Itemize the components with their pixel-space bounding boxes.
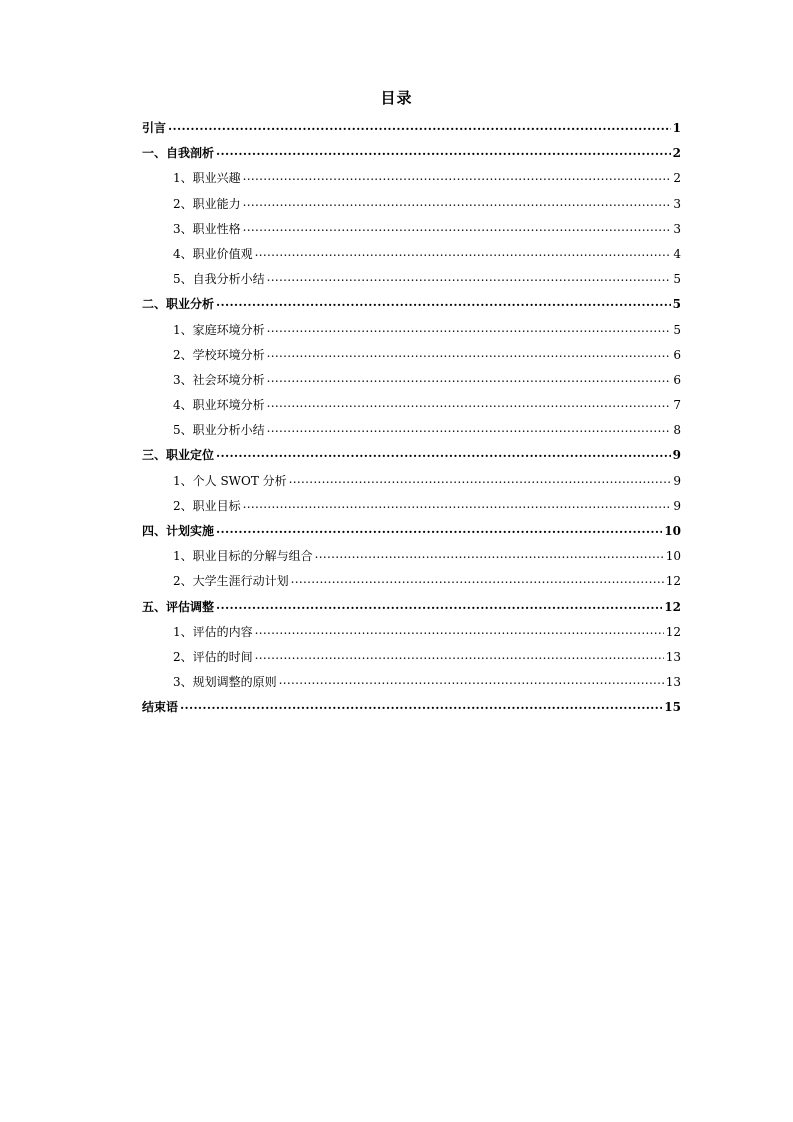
toc-page-number: 9 [673,473,681,488]
toc-page-number: 5 [672,297,681,312]
toc-entry-label: 4、职业价值观 [173,246,253,261]
toc-dot-leader [291,573,664,585]
toc-section-entry[interactable] [142,445,681,470]
toc-page-number: 12 [665,574,681,589]
toc-entry-label: 1、职业兴趣 [173,171,241,186]
toc-page-number: 4 [673,246,681,261]
toc-section-entry[interactable] [142,521,681,546]
toc-subsection-entry[interactable] [142,672,681,697]
toc-subsection-entry[interactable] [142,370,681,395]
toc-entry-label: 3、社会环境分析 [173,372,265,387]
toc-page-number: 9 [672,448,681,463]
toc-page-number: 1 [672,121,681,135]
toc-entry-label: 2、职业能力 [173,196,241,211]
toc-dot-leader [267,322,672,334]
toc-dot-leader [243,196,672,208]
toc-page-number: 12 [665,624,681,639]
toc-entry-label: 5、职业分析小结 [173,423,265,438]
toc-dot-leader [267,397,672,409]
toc-page-number: 6 [673,347,681,362]
toc-section-entry[interactable] [142,597,681,622]
toc-entry-label: 1、职业目标的分解与组合 [173,549,313,564]
toc-entry-label: 5、自我分析小结 [173,272,265,287]
toc-dot-leader [267,372,672,384]
toc-subsection-entry[interactable] [142,168,681,193]
toc-dot-leader [255,246,672,258]
toc-dot-leader [168,120,671,132]
toc-dot-leader [267,422,672,434]
toc-subsection-entry[interactable] [142,194,681,219]
toc-page-number: 8 [673,423,681,438]
toc-dot-leader [255,624,664,636]
toc-page-number: 5 [673,272,681,287]
toc-entry-label: 2、大学生涯行动计划 [173,574,289,589]
toc-subsection-entry[interactable] [142,622,681,647]
toc-dot-leader [243,170,672,182]
toc-subsection-entry[interactable] [142,244,681,269]
toc-page-number: 12 [664,599,681,614]
toc-subsection-entry[interactable] [142,269,681,294]
toc-subsection-entry[interactable] [142,420,681,445]
toc-section-entry[interactable] [142,294,681,319]
toc-title: 目录 [380,89,413,107]
toc-entry-label: 三、职业定位 [142,448,215,463]
toc-dot-leader [315,548,664,560]
toc-section-entry[interactable] [142,118,681,143]
toc-subsection-entry[interactable] [142,571,681,596]
toc-entry-label: 3、职业性格 [173,221,241,236]
toc-dot-leader [255,649,664,661]
toc-subsection-entry[interactable] [142,496,681,521]
toc-dot-leader [267,271,672,283]
toc-entry-label: 2、学校环境分析 [173,347,265,362]
toc-entry-label: 引言 [142,121,167,135]
toc-page-number: 3 [673,196,681,211]
toc-dot-leader [216,447,671,459]
toc-dot-leader [289,473,672,485]
toc-page-number: 7 [673,398,681,413]
toc-page-number: 10 [665,549,681,564]
toc-subsection-entry[interactable] [142,471,681,496]
toc-entry-label: 结束语 [142,700,179,715]
toc-page-number: 2 [672,146,681,161]
toc-page-number: 10 [664,524,681,538]
toc-dot-leader [267,347,672,359]
toc-entry-label: 二、职业分析 [142,297,215,312]
toc-subsection-entry[interactable] [142,219,681,244]
toc-dot-leader [216,599,662,611]
toc-page-number: 6 [673,372,681,387]
toc-subsection-entry[interactable] [142,395,681,420]
toc-subsection-entry[interactable] [142,546,681,571]
toc-entry-label: 五、评估调整 [142,599,215,614]
toc-subsection-entry[interactable] [142,320,681,345]
toc-entry-label: 2、评估的时间 [173,649,253,664]
toc-page-number: 5 [673,322,681,337]
toc-entry-label: 4、职业环境分析 [173,398,265,413]
toc-entry-label: 1、家庭环境分析 [173,322,265,337]
toc-page-number: 15 [664,700,681,715]
toc-page-number: 9 [673,498,681,513]
toc-dot-leader [279,674,664,686]
toc-entry-label: 1、评估的内容 [173,624,253,639]
toc-page-number: 3 [673,221,681,236]
toc-section-entry[interactable] [142,143,681,168]
toc-page-number: 13 [665,649,681,664]
toc-entry-label: 2、职业目标 [173,498,241,513]
toc-section-entry[interactable] [142,697,681,722]
toc-dot-leader [216,523,662,535]
toc-page-number: 2 [673,171,681,186]
toc-dot-leader [216,296,671,308]
toc-dot-leader [243,498,672,510]
toc-entry-label: 3、规划调整的原则 [173,675,277,690]
toc-entry-label: 一、自我剖析 [142,146,215,161]
toc-dot-leader [216,145,671,157]
toc-dot-leader [243,221,672,233]
toc-entry-label: 四、计划实施 [142,524,215,538]
toc-dot-leader [180,699,662,711]
toc-subsection-entry[interactable] [142,345,681,370]
toc-page-number: 13 [665,675,681,690]
toc-subsection-entry[interactable] [142,647,681,672]
toc-list [142,118,681,723]
toc-entry-label: 1、个人 SWOT 分析 [173,473,287,488]
